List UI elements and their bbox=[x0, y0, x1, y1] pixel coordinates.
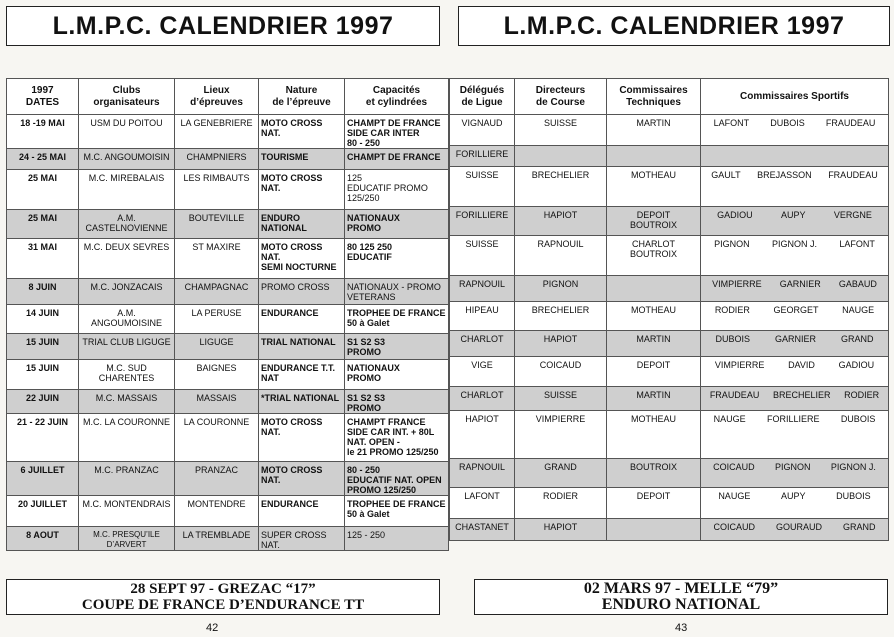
nature-cell: TRIAL NATIONAL bbox=[259, 334, 345, 360]
club-cell: M.C. DEUX SEVRES bbox=[79, 239, 175, 279]
table-row bbox=[7, 414, 449, 462]
commissaire-sportif-name: VERGNE bbox=[833, 210, 872, 220]
capacite-cell: CHAMPT DE FRANCE SIDE CAR INTER 80 - 250 bbox=[345, 115, 449, 149]
commissaire-sportif-name: RODIER bbox=[714, 305, 750, 315]
capacite-cell: TROPHEE DE FRANCE 50 à Galet bbox=[345, 496, 449, 527]
club-cell: M.C. MIREBALAIS bbox=[79, 170, 175, 210]
commissaire-technique-cell: MOTHEAU bbox=[607, 302, 701, 331]
page-title-right: L.M.P.C. CALENDRIER 1997 bbox=[458, 6, 890, 46]
commissaire-sportif-name: GABAUD bbox=[838, 279, 877, 289]
directeur-cell: RAPNOUIL bbox=[515, 236, 607, 276]
commissaire-sportif-name: LAFONT bbox=[713, 118, 750, 128]
table-row bbox=[450, 357, 889, 387]
delegue-cell: SUISSE bbox=[450, 236, 515, 276]
header-commissaires-sportifs: Commissaires Sportifs bbox=[701, 79, 889, 115]
header-clubs: Clubs organisateurs bbox=[79, 79, 175, 115]
delegue-cell: CHARLOT bbox=[450, 387, 515, 411]
table-row bbox=[450, 387, 889, 411]
commissaires-sportifs-cell bbox=[701, 146, 889, 167]
commissaires-sportifs-list bbox=[703, 462, 886, 472]
nature-cell: TOURISME bbox=[259, 149, 345, 170]
commissaire-technique-cell bbox=[607, 519, 701, 541]
club-cell: M.C. PRANZAC bbox=[79, 462, 175, 496]
nature-cell: MOTO CROSS NAT. bbox=[259, 462, 345, 496]
commissaire-technique-cell: MARTIN bbox=[607, 331, 701, 357]
commissaire-sportif-name: NAUGE bbox=[718, 491, 751, 501]
commissaire-technique-cell bbox=[607, 146, 701, 167]
directeur-cell: COICAUD bbox=[515, 357, 607, 387]
date-cell: 31 MAI bbox=[7, 239, 79, 279]
directeur-cell bbox=[515, 146, 607, 167]
commissaire-technique-cell: DEPOIT BOUTROIX bbox=[607, 207, 701, 236]
table-row bbox=[7, 239, 449, 279]
commissaires-sportifs-cell bbox=[701, 519, 889, 541]
commissaire-sportif-name: FRAUDEAU bbox=[828, 170, 878, 180]
nature-cell: ENDURANCE bbox=[259, 496, 345, 527]
header-capacites: Capacités et cylindrées bbox=[345, 79, 449, 115]
table-row bbox=[450, 167, 889, 207]
commissaire-sportif-name: RODIER bbox=[844, 390, 880, 400]
date-cell: 8 JUIN bbox=[7, 279, 79, 305]
lieu-cell: BAIGNES bbox=[175, 360, 259, 390]
date-cell: 18 -19 MAI bbox=[7, 115, 79, 149]
commissaire-technique-cell: BOUTROIX bbox=[607, 459, 701, 488]
lieu-cell: PRANZAC bbox=[175, 462, 259, 496]
header-nature: Nature de l’épreuve bbox=[259, 79, 345, 115]
commissaires-sportifs-list bbox=[703, 210, 886, 220]
table-row bbox=[7, 334, 449, 360]
delegue-cell: VIGNAUD bbox=[450, 115, 515, 146]
commissaire-technique-cell: MOTHEAU bbox=[607, 411, 701, 459]
capacite-cell: NATIONAUX - PROMO VETERANS bbox=[345, 279, 449, 305]
nature-cell: MOTO CROSS NAT. bbox=[259, 170, 345, 210]
nature-cell: *TRIAL NATIONAL bbox=[259, 390, 345, 414]
nature-cell: ENDURANCE bbox=[259, 305, 345, 334]
commissaire-sportif-name: DUBOIS bbox=[836, 491, 871, 501]
table-row bbox=[450, 519, 889, 541]
date-cell: 24 - 25 MAI bbox=[7, 149, 79, 170]
directeur-cell: HAPIOT bbox=[515, 331, 607, 357]
table-row bbox=[450, 115, 889, 146]
directeur-cell: VIMPIERRE bbox=[515, 411, 607, 459]
commissaire-technique-cell: MARTIN bbox=[607, 115, 701, 146]
commissaires-sportifs-cell bbox=[701, 331, 889, 357]
header-commissaires-techniques: Commissaires Techniques bbox=[607, 79, 701, 115]
table-row bbox=[7, 115, 449, 149]
commissaire-sportif-name: GAULT bbox=[711, 170, 741, 180]
commissaire-sportif-name: GARNIER bbox=[774, 334, 816, 344]
page-number-left: 42 bbox=[206, 622, 219, 634]
club-cell: A.M. CASTELNOVIENNE bbox=[79, 210, 175, 239]
lieu-cell: LES RIMBAUTS bbox=[175, 170, 259, 210]
commissaires-sportifs-list bbox=[703, 118, 886, 128]
commissaires-sportifs-list bbox=[703, 239, 886, 249]
capacite-cell: 80 - 250 EDUCATIF NAT. OPEN PROMO 125/250 bbox=[345, 462, 449, 496]
club-cell: A.M. ANGOUMOISINE bbox=[79, 305, 175, 334]
commissaire-sportif-name: FRAUDEAU bbox=[825, 118, 876, 128]
delegue-cell: VIGE bbox=[450, 357, 515, 387]
date-cell: 8 AOUT bbox=[7, 527, 79, 551]
table-row bbox=[7, 496, 449, 527]
lieu-cell: LA PERUSE bbox=[175, 305, 259, 334]
table-row bbox=[450, 236, 889, 276]
table-row bbox=[450, 331, 889, 357]
commissaires-sportifs-list bbox=[703, 279, 886, 289]
commissaire-sportif-name: AUPY bbox=[780, 491, 806, 501]
table-row bbox=[7, 360, 449, 390]
club-cell: M.C. PRESQU’ILE D’ARVERT bbox=[79, 527, 175, 551]
table-row bbox=[450, 411, 889, 459]
date-cell: 15 JUIN bbox=[7, 334, 79, 360]
commissaires-sportifs-cell bbox=[701, 115, 889, 146]
table-row bbox=[7, 390, 449, 414]
delegue-cell: HIPEAU bbox=[450, 302, 515, 331]
club-cell: M.C. ANGOUMOISIN bbox=[79, 149, 175, 170]
table-row bbox=[450, 302, 889, 331]
date-cell: 25 MAI bbox=[7, 210, 79, 239]
nature-cell: PROMO CROSS bbox=[259, 279, 345, 305]
header-delegues: Délégués de Ligue bbox=[450, 79, 515, 115]
nature-cell: SUPER CROSS NAT. bbox=[259, 527, 345, 551]
commissaire-technique-cell: DEPOIT bbox=[607, 488, 701, 519]
commissaires-sportifs-list bbox=[703, 522, 886, 532]
delegue-cell: SUISSE bbox=[450, 167, 515, 207]
commissaire-sportif-name: VIMPIERRE bbox=[714, 360, 765, 370]
commissaires-sportifs-list bbox=[703, 390, 886, 400]
commissaire-sportif-name: COICAUD bbox=[713, 522, 755, 532]
table-row bbox=[450, 207, 889, 236]
commissaire-sportif-name: GOURAUD bbox=[775, 522, 822, 532]
capacite-cell: S1 S2 S3 PROMO bbox=[345, 334, 449, 360]
commissaires-sportifs-cell bbox=[701, 167, 889, 207]
capacite-cell: TROPHEE DE FRANCE 50 à Galet bbox=[345, 305, 449, 334]
club-cell: M.C. JONZACAIS bbox=[79, 279, 175, 305]
directeur-cell: BRECHELIER bbox=[515, 302, 607, 331]
directeur-cell: SUISSE bbox=[515, 115, 607, 146]
club-cell: M.C. SUD CHARENTES bbox=[79, 360, 175, 390]
directeur-cell: SUISSE bbox=[515, 387, 607, 411]
page-number-right: 43 bbox=[675, 622, 688, 634]
commissaire-sportif-name: PIGNON J. bbox=[830, 462, 876, 472]
event-banner-right-line2: ENDURO NATIONAL bbox=[601, 596, 761, 613]
capacite-cell: NATIONAUX PROMO bbox=[345, 210, 449, 239]
capacite-cell: S1 S2 S3 PROMO bbox=[345, 390, 449, 414]
event-banner-left bbox=[6, 579, 440, 615]
commissaire-sportif-name: GADIOU bbox=[838, 360, 875, 370]
directeur-cell: BRECHELIER bbox=[515, 167, 607, 207]
commissaire-sportif-name: FORILLIERE bbox=[766, 414, 820, 424]
nature-cell: MOTO CROSS NAT. bbox=[259, 115, 345, 149]
nature-cell: ENDURANCE T.T. NAT bbox=[259, 360, 345, 390]
table-row bbox=[7, 527, 449, 551]
lieu-cell: LA GENEBRIERE bbox=[175, 115, 259, 149]
commissaires-sportifs-cell bbox=[701, 302, 889, 331]
commissaires-sportifs-list bbox=[703, 334, 886, 344]
commissaires-sportifs-cell bbox=[701, 488, 889, 519]
commissaire-sportif-name: GADIOU bbox=[717, 210, 753, 220]
table-row bbox=[450, 488, 889, 519]
delegue-cell: HAPIOT bbox=[450, 411, 515, 459]
lieu-cell: CHAMPAGNAC bbox=[175, 279, 259, 305]
lieu-cell: ST MAXIRE bbox=[175, 239, 259, 279]
delegue-cell: CHASTANET bbox=[450, 519, 515, 541]
commissaires-sportifs-cell bbox=[701, 459, 889, 488]
lieu-cell: LA COURONNE bbox=[175, 414, 259, 462]
capacite-cell: NATIONAUX PROMO bbox=[345, 360, 449, 390]
date-cell: 20 JUILLET bbox=[7, 496, 79, 527]
commissaire-sportif-name: COICAUD bbox=[713, 462, 755, 472]
date-cell: 6 JUILLET bbox=[7, 462, 79, 496]
capacite-cell: CHAMPT FRANCE SIDE CAR INT. + 80L NAT. OPEN - le 21 PROMO 125/250 bbox=[345, 414, 449, 462]
date-cell: 25 MAI bbox=[7, 170, 79, 210]
commissaire-technique-cell: MOTHEAU bbox=[607, 167, 701, 207]
delegue-cell: RAPNOUIL bbox=[450, 459, 515, 488]
commissaire-sportif-name: BRECHELIER bbox=[772, 390, 831, 400]
club-cell: TRIAL CLUB LIGUGE bbox=[79, 334, 175, 360]
delegue-cell: LAFONT bbox=[450, 488, 515, 519]
capacite-cell: 125 - 250 bbox=[345, 527, 449, 551]
lieu-cell: MASSAIS bbox=[175, 390, 259, 414]
commissaires-sportifs-list bbox=[703, 360, 886, 370]
commissaire-sportif-name: DUBOIS bbox=[770, 118, 805, 128]
club-cell: M.C. MASSAIS bbox=[79, 390, 175, 414]
commissaire-sportif-name: BREJASSON bbox=[757, 170, 812, 180]
lieu-cell: LIGUGE bbox=[175, 334, 259, 360]
commissaire-sportif-name: PIGNON bbox=[714, 239, 750, 249]
delegue-cell: CHARLOT bbox=[450, 331, 515, 357]
commissaire-sportif-name: GRAND bbox=[842, 522, 876, 532]
commissaire-sportif-name: DAVID bbox=[788, 360, 815, 370]
commissaires-sportifs-cell bbox=[701, 357, 889, 387]
table-row bbox=[7, 149, 449, 170]
commissaire-technique-cell: MARTIN bbox=[607, 387, 701, 411]
commissaire-sportif-name: PIGNON bbox=[774, 462, 811, 472]
delegue-cell: FORILLIERE bbox=[450, 146, 515, 167]
commissaire-sportif-name: DUBOIS bbox=[840, 414, 876, 424]
calendar-table-left bbox=[6, 78, 449, 551]
commissaire-sportif-name: FRAUDEAU bbox=[709, 390, 760, 400]
event-banner-left-line1: 28 SEPT 97 - GREZAC “17” bbox=[130, 581, 316, 597]
commissaire-sportif-name: GEORGET bbox=[773, 305, 819, 315]
club-cell: USM DU POITOU bbox=[79, 115, 175, 149]
directeur-cell: GRAND bbox=[515, 459, 607, 488]
capacite-cell: 80 125 250 EDUCATIF bbox=[345, 239, 449, 279]
commissaires-sportifs-list bbox=[703, 414, 886, 424]
event-banner-left-line2: COUPE DE FRANCE D’ENDURANCE TT bbox=[81, 597, 365, 613]
event-banner-right bbox=[474, 579, 888, 615]
commissaires-sportifs-cell bbox=[701, 387, 889, 411]
delegue-cell: FORILLIERE bbox=[450, 207, 515, 236]
date-cell: 22 JUIN bbox=[7, 390, 79, 414]
commissaire-technique-cell: CHARLOT BOUTROIX bbox=[607, 236, 701, 276]
commissaire-technique-cell bbox=[607, 276, 701, 302]
commissaire-sportif-name: PIGNON J. bbox=[771, 239, 817, 249]
nature-cell: MOTO CROSS NAT. SEMI NOCTURNE bbox=[259, 239, 345, 279]
date-cell: 14 JUIN bbox=[7, 305, 79, 334]
event-banner-right-line1: 02 MARS 97 - MELLE “79” bbox=[583, 580, 779, 597]
header-directeurs: Directeurs de Course bbox=[515, 79, 607, 115]
lieu-cell: MONTENDRE bbox=[175, 496, 259, 527]
directeur-cell: PIGNON bbox=[515, 276, 607, 302]
commissaires-sportifs-cell bbox=[701, 207, 889, 236]
lieu-cell: CHAMPNIERS bbox=[175, 149, 259, 170]
commissaire-sportif-name: DUBOIS bbox=[715, 334, 750, 344]
calendar-table-right bbox=[449, 78, 889, 541]
lieu-cell: LA TREMBLADE bbox=[175, 527, 259, 551]
table-row bbox=[7, 170, 449, 210]
table-row bbox=[7, 210, 449, 239]
commissaire-sportif-name: NAUGE bbox=[842, 305, 875, 315]
directeur-cell: HAPIOT bbox=[515, 519, 607, 541]
commissaire-sportif-name: VIMPIERRE bbox=[712, 279, 762, 289]
header-lieux: Lieux d’épreuves bbox=[175, 79, 259, 115]
table-row bbox=[450, 276, 889, 302]
commissaires-sportifs-list bbox=[703, 170, 886, 180]
commissaire-sportif-name: NAUGE bbox=[713, 414, 746, 424]
table-row bbox=[7, 305, 449, 334]
nature-cell: MOTO CROSS NAT. bbox=[259, 414, 345, 462]
commissaires-sportifs-cell bbox=[701, 236, 889, 276]
directeur-cell: RODIER bbox=[515, 488, 607, 519]
header-dates: 1997 DATES bbox=[7, 79, 79, 115]
commissaires-sportifs-list bbox=[703, 305, 886, 315]
commissaire-sportif-name: LAFONT bbox=[839, 239, 875, 249]
commissaires-sportifs-list bbox=[703, 491, 886, 501]
delegue-cell: RAPNOUIL bbox=[450, 276, 515, 302]
commissaire-sportif-name: GRAND bbox=[840, 334, 874, 344]
nature-cell: ENDURO NATIONAL bbox=[259, 210, 345, 239]
lieu-cell: BOUTEVILLE bbox=[175, 210, 259, 239]
commissaires-sportifs-cell bbox=[701, 276, 889, 302]
date-cell: 21 - 22 JUIN bbox=[7, 414, 79, 462]
capacite-cell: CHAMPT DE FRANCE bbox=[345, 149, 449, 170]
page-title-left: L.M.P.C. CALENDRIER 1997 bbox=[6, 6, 440, 46]
table-row bbox=[450, 459, 889, 488]
table-row bbox=[7, 279, 449, 305]
date-cell: 15 JUIN bbox=[7, 360, 79, 390]
directeur-cell: HAPIOT bbox=[515, 207, 607, 236]
commissaire-technique-cell: DEPOIT bbox=[607, 357, 701, 387]
commissaire-sportif-name: GARNIER bbox=[779, 279, 821, 289]
commissaires-sportifs-cell bbox=[701, 411, 889, 459]
capacite-cell: 125 EDUCATIF PROMO 125/250 bbox=[345, 170, 449, 210]
club-cell: M.C. LA COURONNE bbox=[79, 414, 175, 462]
commissaire-sportif-name: AUPY bbox=[780, 210, 806, 220]
club-cell: M.C. MONTENDRAIS bbox=[79, 496, 175, 527]
table-row bbox=[7, 462, 449, 496]
table-row bbox=[450, 146, 889, 167]
